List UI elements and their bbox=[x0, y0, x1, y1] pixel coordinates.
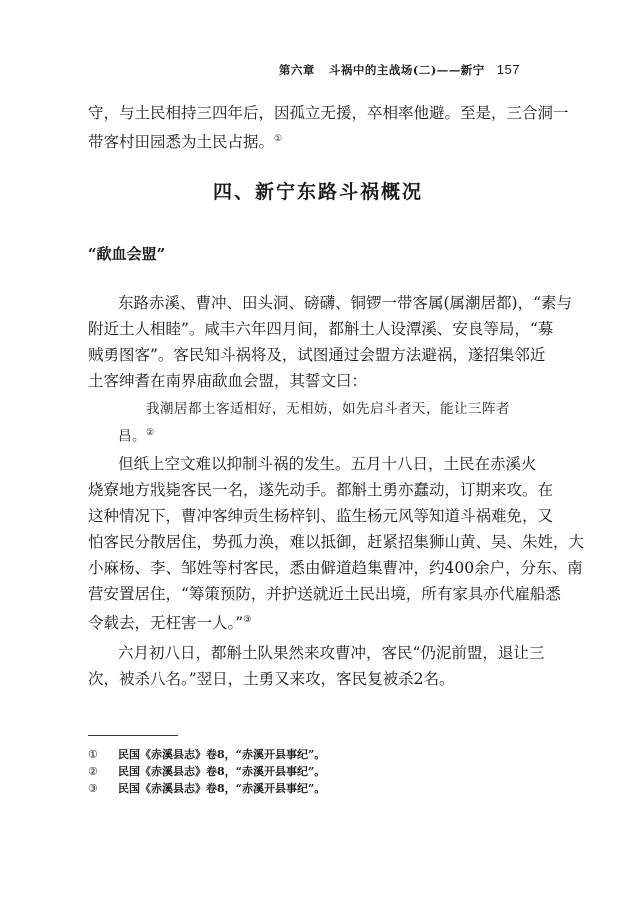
footnote bbox=[88, 746, 508, 763]
text-line: 守，与土民相持三四年后，因孤立无援，卒相率他避。至是，三合洞一 bbox=[88, 104, 569, 122]
header-chapter: 第六章 bbox=[278, 63, 315, 77]
text-line: 土客绅耆在南界庙歃血会盟，其誓文曰： bbox=[88, 372, 368, 390]
paragraph-1 bbox=[88, 290, 573, 394]
footnote-divider bbox=[88, 735, 178, 736]
quote-line: 昌。② bbox=[118, 428, 155, 445]
text-line: 这种情况下，曹冲客绅贡生杨梓钊、监生杨元风等知道斗祸难免，又 bbox=[88, 507, 554, 525]
text-line: 但纸上空文难以抑制斗祸的发生。五月十八日，土民在赤溪火 bbox=[118, 455, 537, 473]
oath-quote bbox=[118, 397, 548, 449]
footnote-text: 民国《赤溪县志》卷8，“赤溪开县事纪”。 bbox=[118, 748, 326, 761]
text-line: 营安置居住，“筹策预防，并护送就近土民出境，所有家具亦代雇船悉 bbox=[88, 585, 561, 603]
footnote-mark: ① bbox=[88, 748, 98, 761]
text-line: 贼勇图客”。客民知斗祸将及，试图通过会盟方法避祸，遂招集邻近 bbox=[88, 346, 546, 364]
paragraph-2 bbox=[88, 451, 585, 636]
footnotes bbox=[88, 746, 508, 797]
section-title: 四、新宁东路斗祸概况 bbox=[212, 181, 423, 203]
text-line: 东路赤溪、曹冲、田头洞、磅礴、铜锣一带客属(属潮居都)，“素与 bbox=[118, 294, 573, 312]
footnote-text: 民国《赤溪县志》卷8，“赤溪开县事纪”。 bbox=[118, 782, 326, 795]
quote-line: 我潮居都土客适相好，无相妨，如先启斗者天，能让三阵者 bbox=[146, 401, 510, 417]
text-line: 带客村田园悉为土民占据。① bbox=[88, 133, 283, 152]
text-line: 六月初八日，都斛土队果然来攻曹冲，客民“仍泥前盟，退让三 bbox=[118, 644, 545, 662]
text-line: 令载去，无枉害一人。”③ bbox=[88, 614, 252, 633]
footnote-mark: ③ bbox=[88, 782, 98, 795]
page-number: 157 bbox=[496, 62, 520, 77]
text-line: 怕客民分散居住，势孤力涣，难以抵御，赶紧招集狮山黄、吴、朱姓，大 bbox=[88, 533, 585, 551]
footnote-text: 民国《赤溪县志》卷8，“赤溪开县事纪”。 bbox=[118, 765, 326, 778]
text-line: 烧寮地方戕毙客民一名，遂先动手。都斛土勇亦蠢动，订期来攻。在 bbox=[88, 481, 554, 499]
footnote bbox=[88, 763, 508, 780]
running-header bbox=[120, 62, 520, 78]
footnote-ref: ③ bbox=[243, 615, 252, 625]
text-line: 小麻杨、李、邹姓等村客民，悉由僻道趋集曹冲，约400余户，分东、南 bbox=[88, 559, 583, 577]
intro-paragraph bbox=[88, 100, 569, 155]
header-title: 斗祸中的主战场(二)——新宁 bbox=[328, 63, 485, 77]
text-line: 次，被杀八名。”翌日，土勇又来攻，客民复被杀2名。 bbox=[88, 670, 455, 688]
footnote bbox=[88, 780, 508, 797]
footnote-ref: ② bbox=[146, 428, 155, 438]
text-line: 附近土人相睦”。咸丰六年四月间，都斛土人设潭溪、安良等局，“募 bbox=[88, 320, 554, 338]
paragraph-3 bbox=[88, 640, 548, 692]
subheading: “歃血会盟” bbox=[88, 245, 166, 263]
footnote-mark: ② bbox=[88, 765, 98, 778]
footnote-ref: ① bbox=[274, 134, 283, 144]
